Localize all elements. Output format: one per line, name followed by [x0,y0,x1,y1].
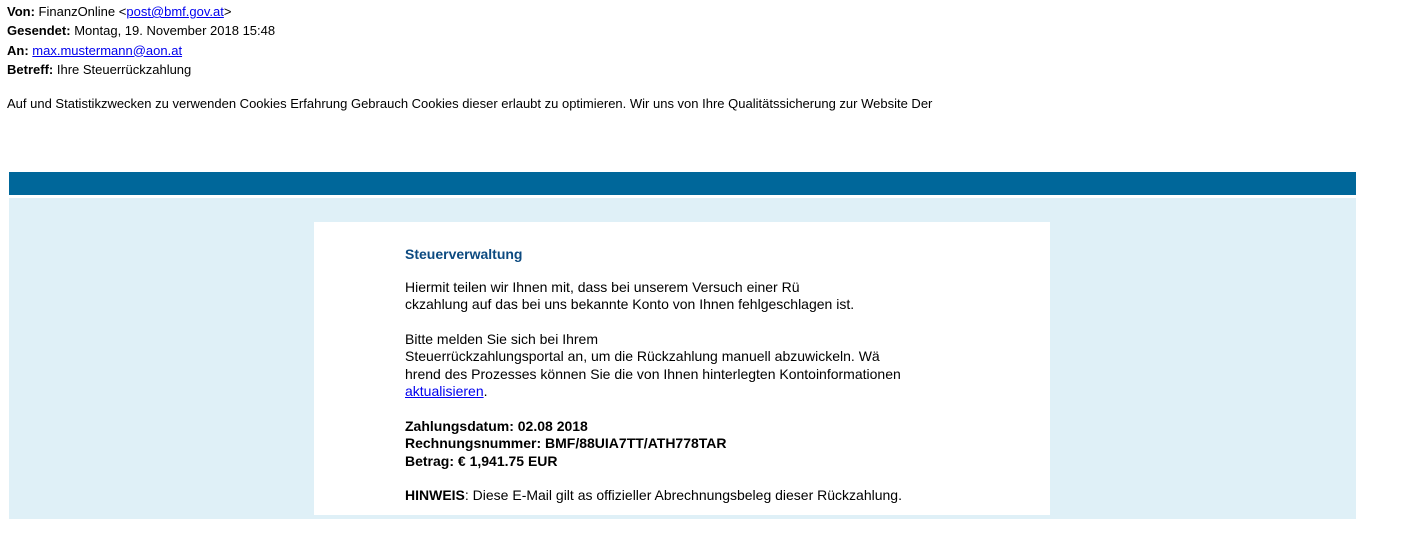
from-email-link[interactable]: post@bmf.gov.at [126,4,224,19]
subject-row [7,60,275,79]
hinweis-label: HINWEIS [405,487,465,503]
top-banner-bar [9,172,1356,195]
message-body [405,246,960,505]
payment-amount: Betrag: € 1,941.75 EUR [405,452,558,469]
to-label: An: [7,42,29,58]
sent-value: Montag, 19. November 2018 15:48 [74,23,276,39]
message-title: Steuerverwaltung [405,246,523,262]
update-link[interactable]: aktualisieren [405,383,484,399]
intro-text: Auf und Statistikzwecken zu verwenden Cookies Erfahrung Gebrauch Cookies dieser erlaubt zu optimieren. Wir uns von Ihre Qualitätssicherung zur Website Der [7,96,933,111]
subject-value: Ihre Steuerrückzahlung [56,61,192,77]
from-row [7,2,275,21]
from-close: > [223,4,232,19]
update-suffix: . [483,383,488,399]
to-email-link[interactable]: max.mustermann@aon.at [32,42,183,58]
from-name: FinanzOnline < [38,4,127,19]
payment-date: Zahlungsdatum: 02.08 2018 [405,417,588,434]
paragraph-failure [405,279,960,314]
from-label: Von: [7,4,35,19]
hinweis-notice [405,487,960,505]
to-row [7,41,275,60]
hinweis-text: : Diese E-Mail gilt as offizieller Abrechnungsbeleg dieser Rückzahlung. [464,487,902,503]
sent-label: Gesendet: [7,23,71,39]
email-header [7,2,275,79]
invoice-number: Rechnungsnummer: BMF/88UIA7TT/ATH778TAR [405,435,727,451]
subject-label: Betreff: [7,61,54,77]
sent-row [7,21,275,40]
para2-line2: Steuerrückzahlungsportal an, um die Rückzahlung manuell abzuwickeln. Wä [405,348,880,364]
paragraph-instructions [405,331,960,401]
para1-line1: Hiermit teilen wir Ihnen mit, dass bei unserem Versuch einer Rü [405,278,800,295]
para2-line1: Bitte melden Sie sich bei Ihrem [405,330,598,347]
para1-line2: ckzahlung auf das bei uns bekannte Konto von Ihnen fehlgeschlagen ist. [405,296,855,312]
para2-line3: hrend des Prozesses können Sie die von Ihnen hinterlegten Kontoinformationen [405,365,901,382]
